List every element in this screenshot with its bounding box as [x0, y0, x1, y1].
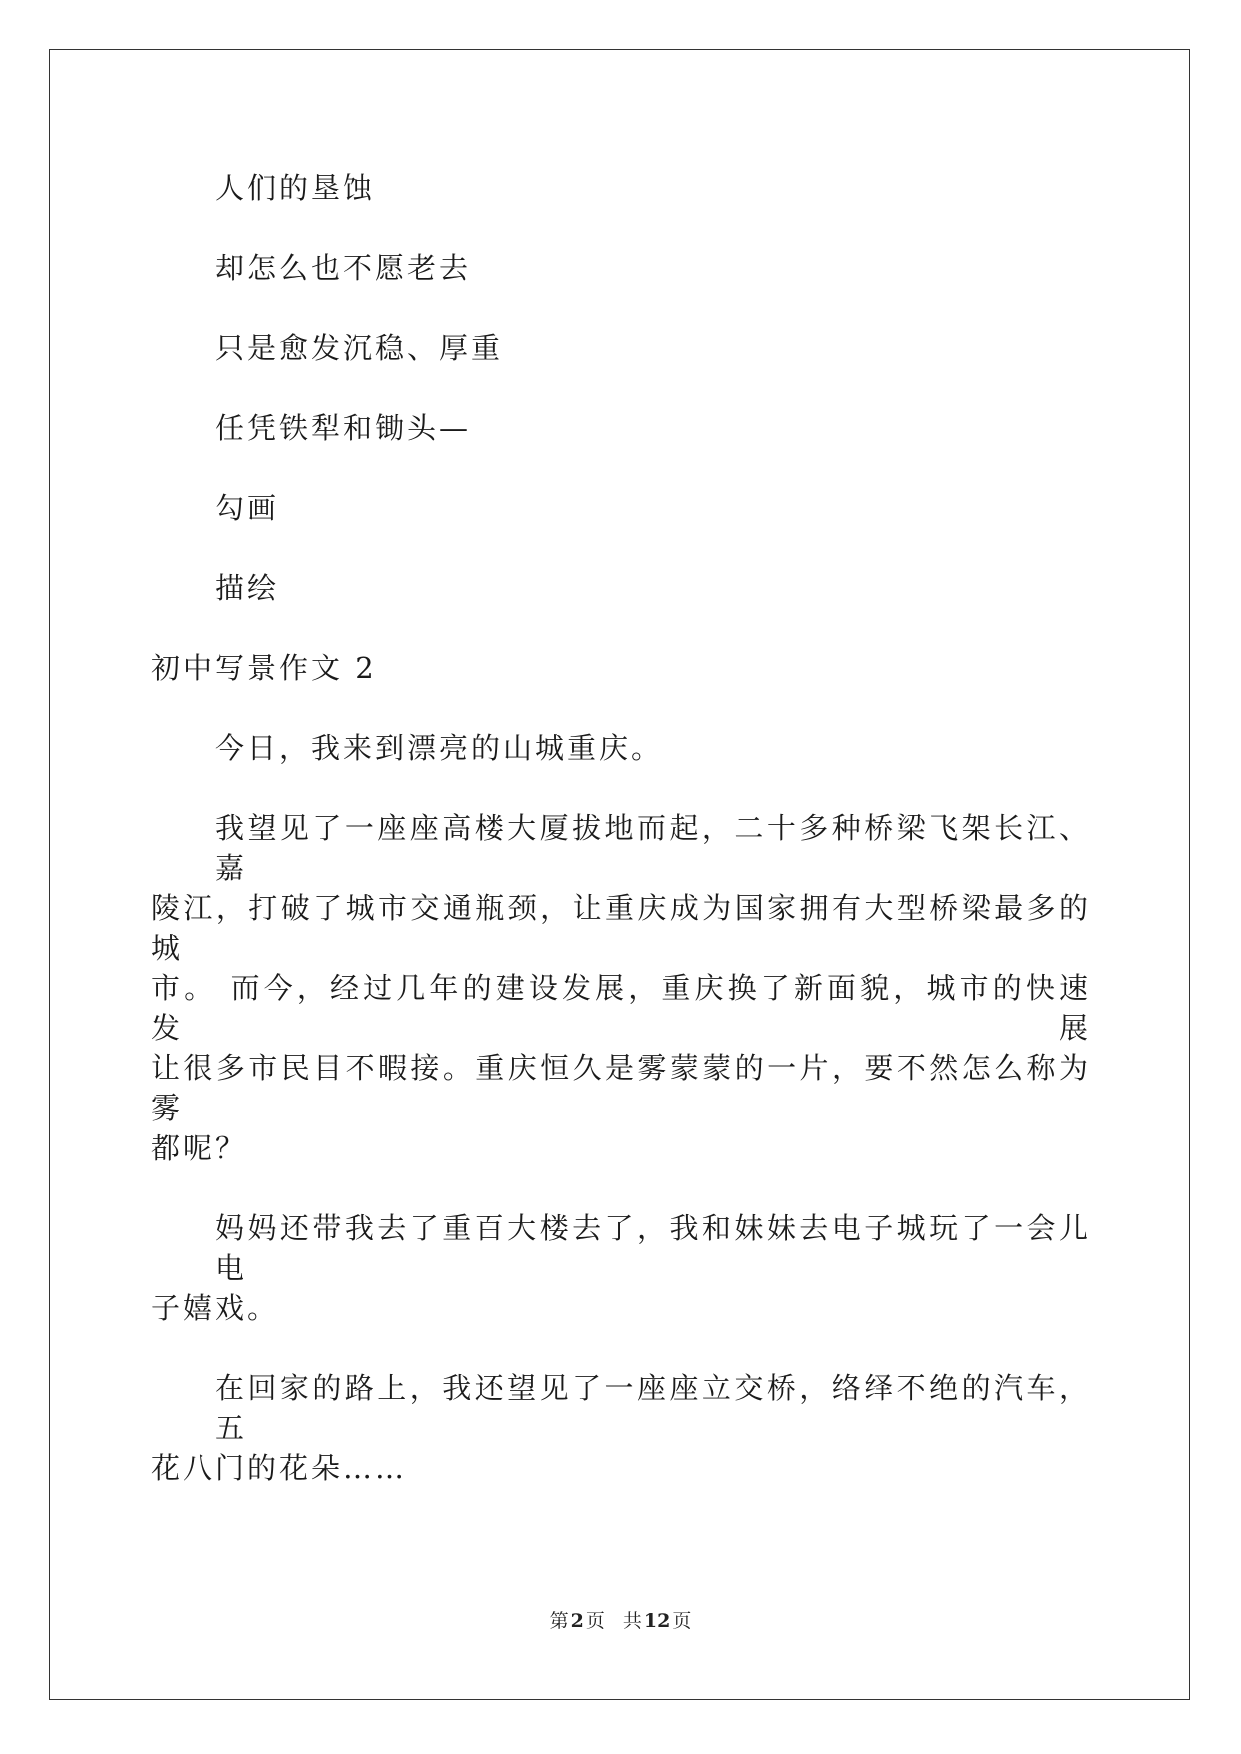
page-suffix: 页	[585, 1610, 605, 1632]
poem-line: 描绘	[215, 571, 280, 605]
paragraph-line: 都呢？	[151, 1131, 248, 1165]
poem-line: 任凭铁犁和锄头—	[215, 411, 472, 445]
poem-line: 勾画	[215, 491, 280, 525]
paragraph-line: 我望见了一座座高楼大厦拔地而起，二十多种桥梁飞架长江、嘉	[215, 811, 1091, 885]
poem-line: 只是愈发沉稳、厚重	[215, 331, 504, 365]
paragraph-line: 妈妈还带我去了重百大楼去了，我和妹妹去电子城玩了一会儿电	[215, 1211, 1091, 1285]
paragraph-line: 陵江，打破了城市交通瓶颈，让重庆成为国家拥有大型桥梁最多的城	[151, 891, 1091, 965]
poem-line: 人们的垦蚀	[215, 171, 376, 205]
paragraph-line: 让很多市民目不暇接。重庆恒久是雾蒙蒙的一片，要不然怎么称为雾	[151, 1051, 1091, 1125]
page-total: 12	[643, 1610, 671, 1632]
section-heading: 初中写景作文 2	[151, 651, 377, 685]
poem-line: 却怎么也不愿老去	[215, 251, 472, 285]
paragraph-line: 在回家的路上，我还望见了一座座立交桥，络绎不绝的汽车，五	[215, 1371, 1091, 1445]
paragraph-line: 子嬉戏。	[151, 1291, 280, 1325]
total-suffix: 页	[672, 1610, 692, 1632]
paragraph-line: 今日，我来到漂亮的山城重庆。	[215, 731, 664, 765]
paragraph-line: 花八门的花朵……	[151, 1451, 408, 1485]
page-footer	[0, 1606, 1241, 1633]
total-prefix: 共	[622, 1610, 642, 1632]
page-current: 2	[570, 1610, 584, 1632]
page-prefix: 第	[549, 1610, 569, 1632]
paragraph-line: 市。 而今，经过几年的建设发展，重庆换了新面貌，城市的快速发展	[151, 971, 1091, 1045]
